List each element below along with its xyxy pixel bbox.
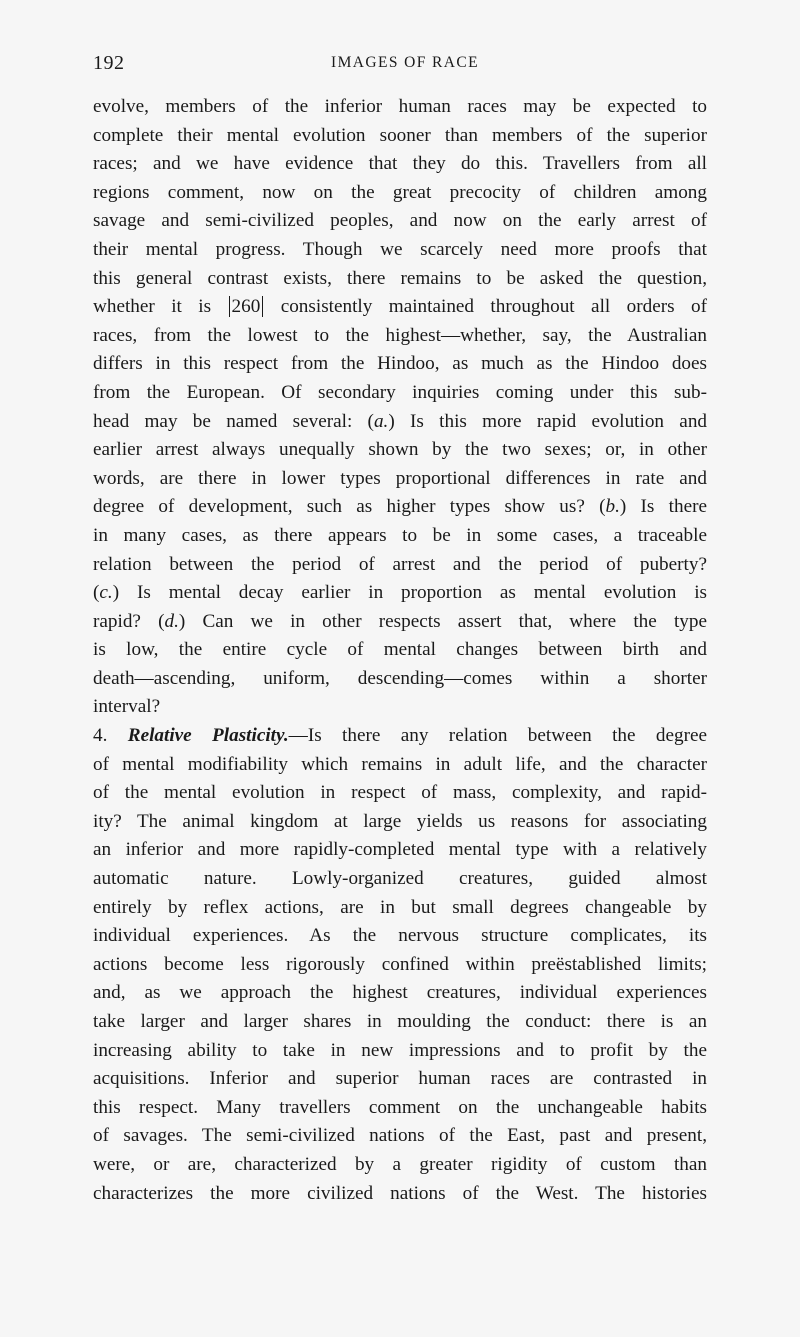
text-segment: ) Is there	[619, 496, 708, 518]
text-segment: consistently maintained throughout all orders of	[264, 296, 707, 318]
text-segment: —Is there any relation between the degree	[288, 725, 707, 747]
text-line: death—ascending, uniform, descending—comes within a shorter	[93, 667, 707, 689]
enumeration-letter: c.	[99, 582, 113, 604]
text-line: an inferior and more rapidly-completed mental type with a relatively	[93, 839, 707, 861]
text-line: evolve, members of the inferior human races may be expected to	[93, 96, 707, 117]
text-segment: rapid? (	[93, 610, 165, 632]
text-line: automatic nature. Lowly-organized creatures, guided almost	[93, 868, 707, 890]
text-line	[93, 493, 707, 522]
text-line: earlier arrest always unequally shown by the two sexes; or, in other	[93, 439, 707, 461]
text-line: races; and we have evidence that they do this. Travellers from all	[93, 153, 707, 175]
text-segment: ) Is this more rapid evolution and	[388, 410, 708, 432]
running-title: IMAGES OF RACE	[331, 54, 479, 71]
text-segment: degree of development, such as higher types show us? (	[93, 496, 606, 518]
text-segment: ) Is mental decay earlier in proportion as mental evolution is	[112, 582, 707, 604]
text-line: from the European. Of secondary inquiries coming under this sub-	[93, 381, 707, 403]
text-line: differs in this respect from the Hindoo, as much as the Hindoo does	[93, 353, 707, 375]
text-line: actions become less rigorously confined within preëstablished limits;	[93, 953, 707, 975]
text-line: relation between the period of arrest and the period of puberty?	[93, 553, 707, 575]
text-line: of the mental evolution in respect of mass, complexity, and rapid-	[93, 782, 707, 804]
text-line: their mental progress. Though we scarcely need more proofs that	[93, 238, 707, 260]
text-line: this general contrast exists, there remains to be asked the question,	[93, 267, 707, 289]
text-line: regions comment, now on the great precocity of children among	[93, 181, 707, 203]
text-line: take larger and larger shares in moulding the conduct: there is an	[93, 1011, 707, 1032]
text-line: characterizes the more civilized nations of the West. The histories	[93, 1182, 707, 1204]
text-line: individual experiences. As the nervous structure complicates, its	[93, 925, 707, 947]
text-line: words, are there in lower types proportional differences in rate and	[93, 467, 707, 489]
text-line: acquisitions. Inferior and superior human races are contrasted in	[93, 1068, 707, 1090]
text-segment: whether it is	[93, 296, 228, 318]
text-segment: 4.	[93, 725, 128, 747]
text-line	[93, 722, 707, 751]
page-header	[93, 52, 707, 82]
text-line: and, as we approach the highest creatures, individual experiences	[93, 982, 707, 1004]
text-line	[93, 293, 707, 322]
enumeration-letter: b.	[605, 496, 620, 518]
text-line: were, or are, characterized by a greater rigidity of custom than	[93, 1153, 707, 1175]
section-title: Relative Plasticity.	[127, 725, 289, 747]
text-line: is low, the entire cycle of mental changes between birth and	[93, 639, 707, 661]
text-line: ity? The animal kingdom at large yields us reasons for associating	[93, 810, 707, 832]
text-line: of savages. The semi-civilized nations of the East, past and present,	[93, 1125, 707, 1147]
body-text	[93, 93, 707, 1208]
text-line: savage and semi-civilized peoples, and now on the early arrest of	[93, 210, 707, 232]
text-line	[93, 408, 707, 437]
text-line: of mental modifiability which remains in adult life, and the character	[93, 753, 707, 775]
text-segment: head may be named several: (	[93, 410, 374, 432]
text-line	[93, 579, 707, 608]
original-page-marker: 260	[229, 296, 264, 317]
page-number: 192	[93, 52, 125, 74]
text-line: in many cases, as there appears to be in some cases, a traceable	[93, 524, 707, 546]
text-line	[93, 608, 707, 637]
enumeration-letter: d.	[164, 610, 179, 632]
text-segment: ) Can we in other respects assert that, where the type	[178, 610, 707, 632]
text-line: interval?	[93, 696, 161, 718]
text-line: increasing ability to take in new impressions and to profit by the	[93, 1039, 707, 1061]
text-line: this respect. Many travellers comment on the unchangeable habits	[93, 1096, 707, 1118]
enumeration-letter: a.	[373, 410, 389, 432]
text-line: races, from the lowest to the highest—whether, say, the Australian	[93, 324, 707, 346]
text-segment: (	[93, 582, 100, 604]
text-line: entirely by reflex actions, are in but small degrees changeable by	[93, 896, 707, 918]
text-line: complete their mental evolution sooner than members of the superior	[93, 124, 707, 146]
